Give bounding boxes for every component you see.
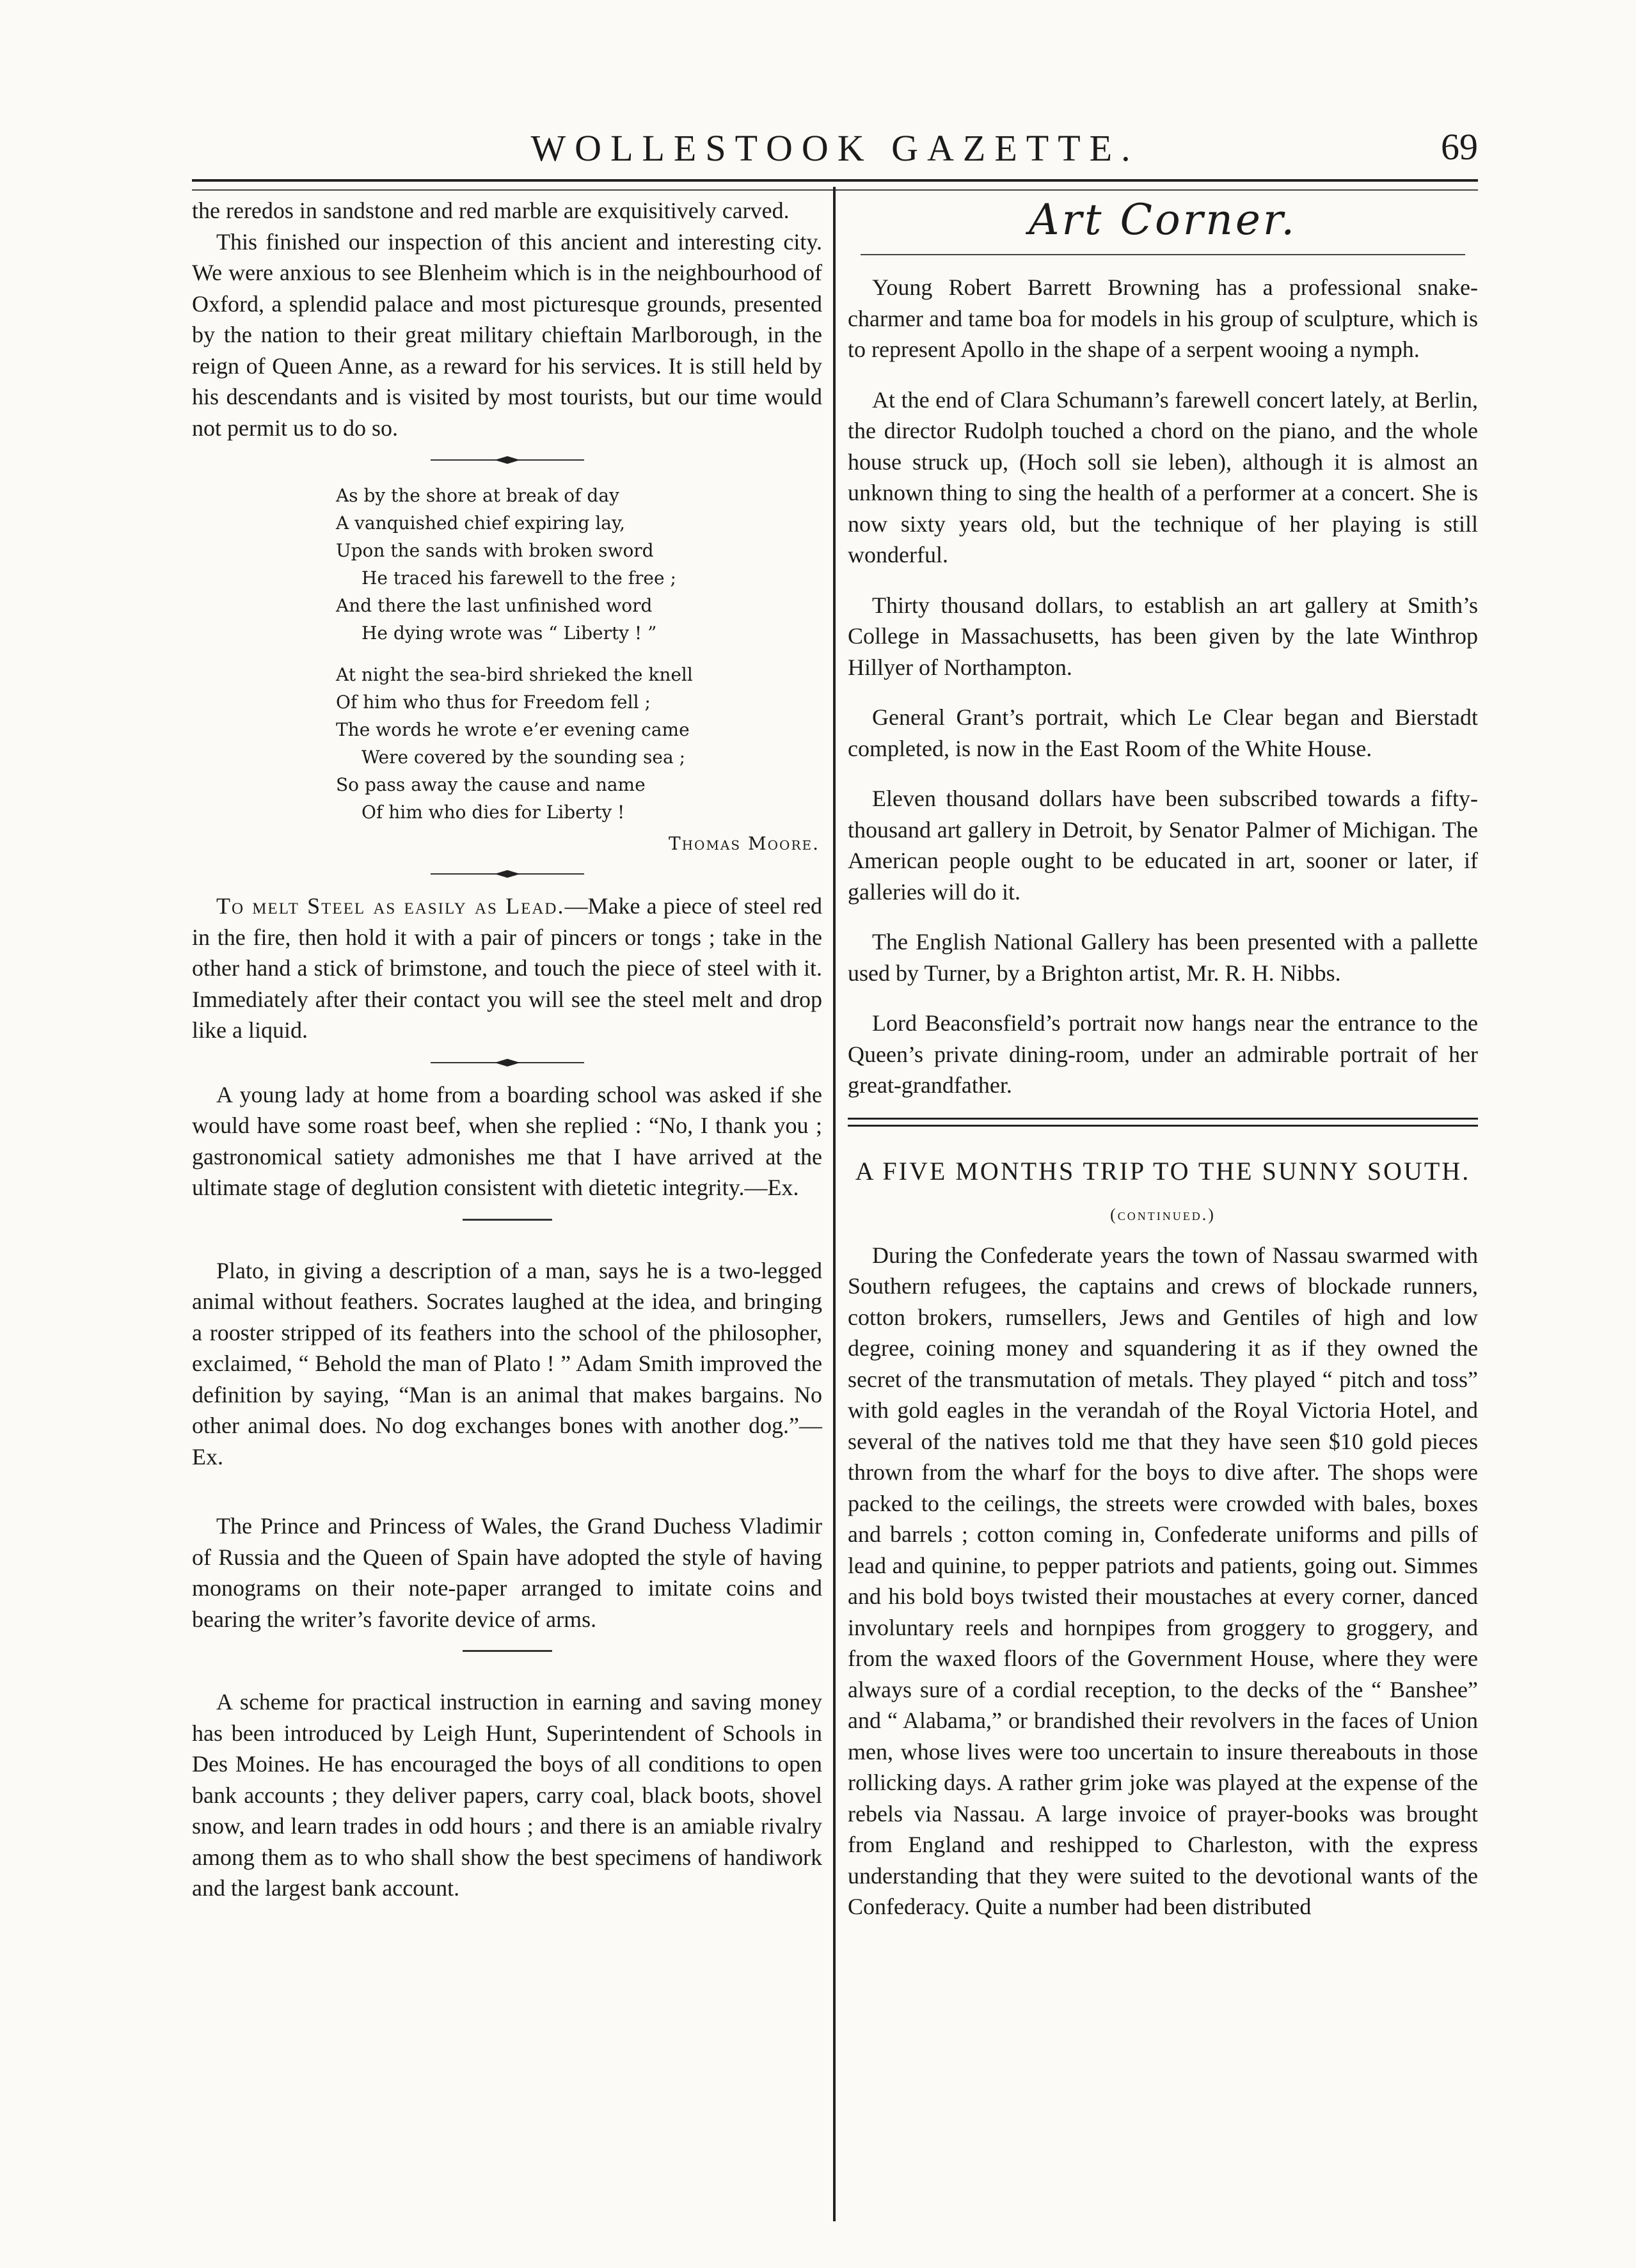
art-item: Lord Beaconsfield’s portrait now hangs near the entrance to the Queen’s private dining-room, under an admirable portrait of her great-grandfather. (848, 1010, 1478, 1098)
section-rule (848, 1118, 1478, 1120)
page-header (192, 122, 1478, 173)
poem-line: Of him who thus for Freedom fell ; (336, 692, 651, 713)
art-item: At the end of Clara Schumann’s farewell concert lately, at Berlin, the director Rudolph touched a chord on the piano, and the whole house struck up, (Hoch soll sie leben), although it is almost an unknown thing to sing the health of a performer at a concert. She is now sixty years old, but the technique of her playing is still wonderful. (848, 386, 1478, 567)
short-rule (463, 1219, 552, 1221)
poem-author: Thomas Moore. (668, 833, 820, 854)
ornament-divider (431, 869, 584, 879)
poem-line: He traced his farewell to the free ; (361, 567, 676, 589)
art-item: The English National Gallery has been presented with a pallette used by Turner, by a Brighton artist, Mr. R. H. Nibbs. (848, 929, 1478, 986)
page-number: 69 (1441, 126, 1478, 168)
poem-line: And there the last unfinished word (336, 595, 653, 616)
poem-line: Upon the sands with broken sword (336, 540, 654, 561)
poem-line: He dying wrote was “ Liberty ! ” (361, 623, 657, 644)
poem-line: As by the shore at break of day (336, 485, 619, 506)
scheme-paragraph: A scheme for practical instruction in earning and saving money has been introduced by Leigh Hunt, Superintendent of Schools in Des Moines. He has encouraged the boys of all conditions to open bank accounts ; they deliver papers, carry coal, black boots, shovel snow, and learn trades in odd hours ; and there is an amiable rivalry among them as to who shall show the best specimens of handiwork and the largest bank account. (192, 1689, 822, 1901)
steel-paragraph (192, 891, 822, 1046)
art-item: Thirty thousand dollars, to establish an art gallery at Smith’s College in Massachusetts, has been given by the late Winthrop Hillyer of Northampton. (848, 592, 1478, 680)
plato-paragraph: Plato, in giving a description of a man, says he is a two-legged animal without feathers. Socrates laughed at the idea, and bringing a rooster stripped of its feathers into the school of the philosopher, exclaimed, “ Behold the man of Plato ! ” Adam Smith improved the definition by saying, “Man is an animal that makes bargains. No other animal does. No dog exchanges bones with another dog.”—Ex. (192, 1257, 822, 1470)
poem-line: Were covered by the sounding sea ; (361, 747, 686, 768)
young-lady-paragraph: A young lady at home from a boarding school was asked if she would have some roast beef, when she replied : “No, I thank you ; gastronomical satiety admonishes me that I have arrived at the ultimate stage of deglution consistent with dietetic integrity.—Ex. (192, 1081, 822, 1200)
masthead-title: WOLLESTOOK GAZETTE. (530, 127, 1140, 169)
art-item: Young Robert Barrett Browning has a professional snake-charmer and tame boa for models in his group of sculpture, which is to represent Apollo in the shape of a serpent wooing a nymph. (848, 274, 1478, 362)
poem-line: At night the sea-bird shrieked the knell (336, 664, 693, 685)
art-corner-heading: Art Corner. (1028, 195, 1298, 244)
column-divider (833, 187, 836, 2221)
poem-line: The words he wrote e’er evening came (336, 719, 690, 740)
poem-stanza (336, 482, 822, 647)
poem-line: So pass away the cause and name (336, 774, 646, 795)
poem-line: Of him who dies for Liberty ! (361, 802, 625, 823)
trip-article-body: During the Confederate years the town of Nassau swarmed with Southern refugees, the captains and crews of blockade runners, cotton brokers, rumsellers, Jews and Gentiles of high and low degree, coining money and squandering it as if they owned the secret of the transmutation of metals. They played “ pitch and toss” with gold eagles in the verandah of the Royal Victoria Hotel, and several of the natives told me that they have seen $10 gold pieces thrown from the wharf for the boys to dive after. The shops were packed to the ceilings, the streets were crowded with bales, boxes and barrels ; cotton coming in, Confederate uniforms and pills of lead and quinine, to pepper patriots and patients, going out. Simmes and his bold boys twisted their moustaches at every corner, danced involuntary reels and hornpipes from groggery to groggery, and from the waxed floors of the Government House, where they were always sure of a cordial reception, to the decks of the “ Banshee” and “ Alabama,” or brandished their revolvers in the faces of Union men, whose lives were too uncertain to insure thereabouts in those rollicking days. A rather grim joke was played at the expense of the rebels via Nassau. A large invoice of prayer-books was brought from England and reshipped to Charleston, with the express understanding that they were suited to the devotional wants of the Confederacy. Quite a number had been distributed (848, 1242, 1478, 1919)
art-heading-rule (861, 254, 1465, 255)
art-item: Eleven thousand dollars have been subscribed towards a fifty-thousand art gallery in Detroit, by Senator Palmer of Michigan. The American people ought to be educated in art, sooner or later, if galleries will do it. (848, 786, 1478, 905)
left-column (192, 195, 822, 1904)
section-rule (848, 1125, 1478, 1127)
steel-heading: To melt Steel as easily as Lead. (216, 893, 565, 919)
poem-stanza (336, 661, 822, 826)
ornament-divider (431, 455, 584, 465)
oxford-continued-paragraph: the reredos in sandstone and red marble are exquisitively carved. (192, 198, 790, 223)
art-item: General Grant’s portrait, which Le Clear began and Bierstadt completed, is now in the East Room of the White House. (848, 704, 1478, 761)
short-rule (463, 1650, 552, 1652)
steel-body: —Make a piece of steel red in the fire, then hold it with a pair of pincers or tongs ; take in the other hand a stick of brimstone, and touch the piece of steel with it. Immediately after their contact you will see the steel melt and drop like a liquid. (192, 893, 823, 1043)
trip-article-title: A FIVE MONTHS TRIP TO THE SUNNY SOUTH. (855, 1156, 1471, 1186)
continued-label: (continued.) (1110, 1205, 1216, 1224)
blenheim-paragraph: This finished our inspection of this ancient and interesting city. We were anxious to see Blenheim which is in the neighbourhood of Oxford, a splendid palace and most picturesque grounds, presented by the nation to their great military chieftain Marlborough, in the reign of Queen Anne, as a reward for his services. It is still held by his descendants and is visited by most tourists, but our time would not permit us to do so. (192, 228, 822, 441)
prince-paragraph: The Prince and Princess of Wales, the Grand Duchess Vladimir of Russia and the Queen of Spain have adopted the style of having monograms on their note-paper arranged to imitate coins and bearing the writer’s favorite device of arms. (192, 1513, 822, 1632)
poem (336, 482, 822, 857)
ornament-divider (431, 1058, 584, 1068)
right-column (848, 195, 1478, 1923)
poem-line: A vanquished chief expiring lay, (336, 512, 625, 534)
